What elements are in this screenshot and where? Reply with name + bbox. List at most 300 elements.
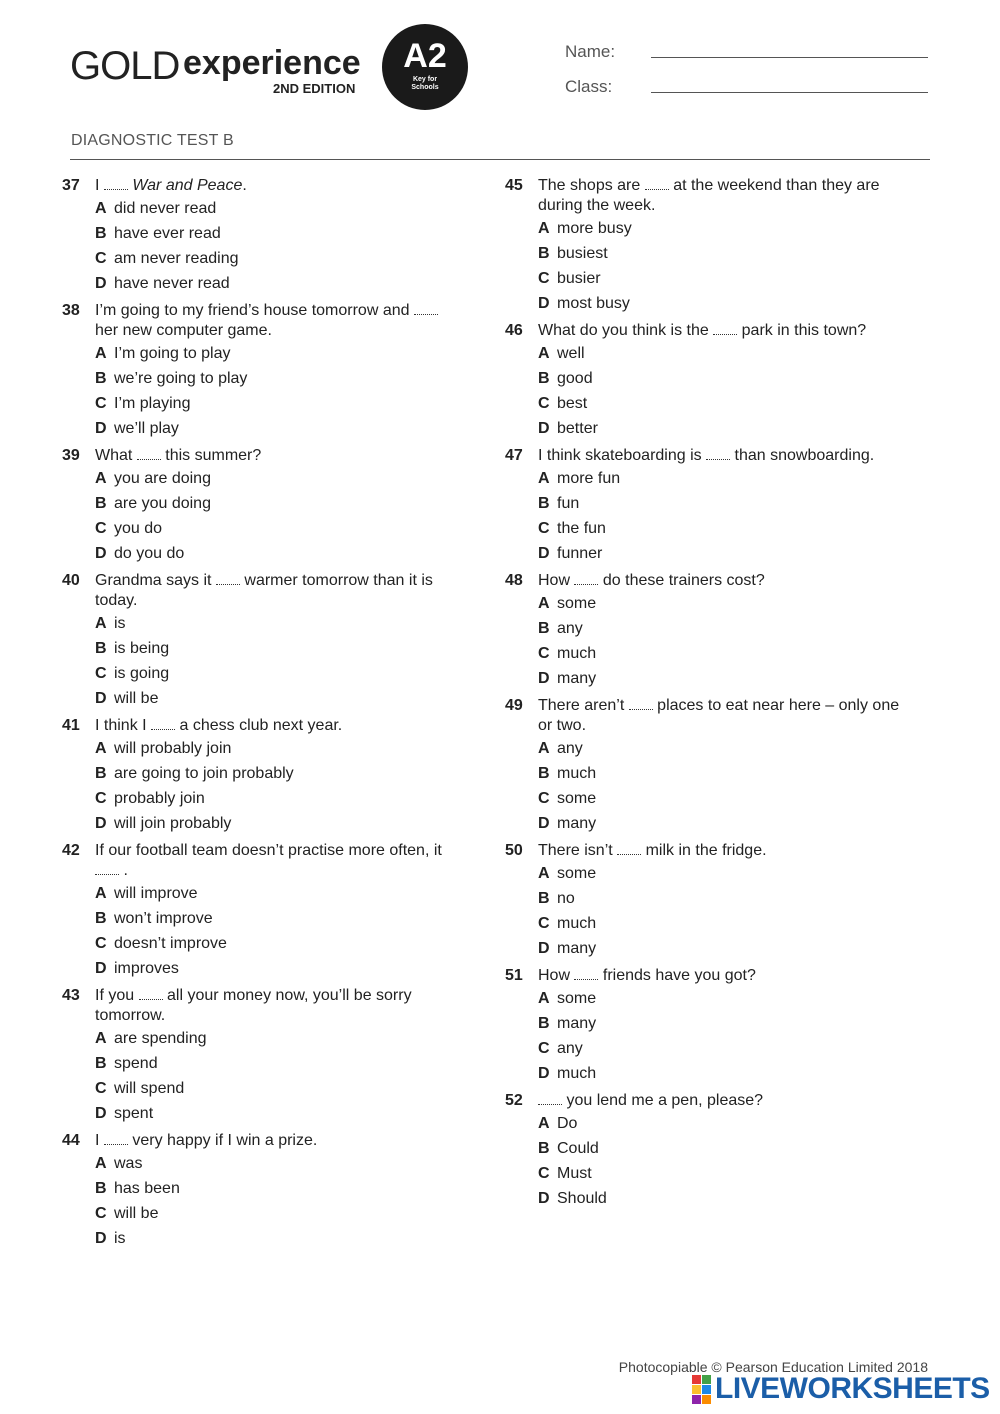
grid-square <box>692 1385 701 1394</box>
answer-option[interactable] <box>95 906 462 931</box>
answer-option[interactable] <box>95 1201 462 1226</box>
answer-blank[interactable] <box>574 572 598 585</box>
option-text: more busy <box>557 220 632 237</box>
question-text-before: There isn’t <box>538 842 618 859</box>
answer-option[interactable] <box>95 491 462 516</box>
option-text: the fun <box>557 520 606 537</box>
question-text <box>95 841 462 881</box>
question-text <box>538 841 905 861</box>
option-text: much <box>557 915 597 932</box>
answer-option[interactable] <box>538 811 905 836</box>
answer-blank[interactable] <box>151 717 175 730</box>
option-text: some <box>557 790 597 807</box>
question-line <box>505 571 905 591</box>
grid-square <box>692 1375 701 1384</box>
option-text: are spending <box>114 1030 207 1047</box>
answer-blank[interactable] <box>645 177 669 190</box>
option-letter: C <box>538 270 550 287</box>
answer-option[interactable] <box>538 886 905 911</box>
question-text <box>95 446 462 466</box>
question-40 <box>62 571 462 711</box>
question-44 <box>62 1131 462 1251</box>
class-field[interactable] <box>651 92 928 93</box>
option-letter: B <box>538 765 550 782</box>
answer-option[interactable] <box>538 516 905 541</box>
answer-option[interactable] <box>95 811 462 836</box>
option-letter: D <box>95 420 107 437</box>
question-number: 39 <box>62 447 80 464</box>
answer-option[interactable] <box>95 636 462 661</box>
question-number: 52 <box>505 1092 523 1109</box>
option-text: we’re going to play <box>114 370 248 387</box>
option-text: much <box>557 645 597 662</box>
answer-option[interactable] <box>538 1111 905 1136</box>
option-text: Do <box>557 1115 578 1132</box>
answer-option[interactable] <box>538 466 905 491</box>
option-text: are you doing <box>114 495 211 512</box>
option-text: do you do <box>114 545 185 562</box>
answer-option[interactable] <box>538 616 905 641</box>
option-letter: A <box>538 595 550 612</box>
question-number: 50 <box>505 842 523 859</box>
option-letter: B <box>95 640 107 657</box>
grid-square <box>702 1375 711 1384</box>
answer-option[interactable] <box>95 196 462 221</box>
question-line <box>62 446 462 466</box>
answer-blank[interactable] <box>137 447 161 460</box>
option-letter: C <box>538 790 550 807</box>
question-number: 44 <box>62 1132 80 1149</box>
answer-option[interactable] <box>95 1076 462 1101</box>
copyright-notice: Photocopiable © Pearson Education Limited 2018 <box>618 1359 928 1375</box>
option-text: funner <box>557 545 603 562</box>
answer-option[interactable] <box>95 611 462 636</box>
option-text: Must <box>557 1165 592 1182</box>
option-letter: D <box>538 670 550 687</box>
option-text: am never reading <box>114 250 239 267</box>
answer-option[interactable] <box>95 1151 462 1176</box>
question-line <box>62 716 462 736</box>
option-text: did never read <box>114 200 217 217</box>
option-letter: A <box>538 220 550 237</box>
answer-option[interactable] <box>95 1051 462 1076</box>
question-text-before: How <box>538 967 575 984</box>
question-52 <box>505 1091 905 1211</box>
answer-blank[interactable] <box>216 572 240 585</box>
question-46 <box>505 321 905 441</box>
question-number: 43 <box>62 987 80 1004</box>
name-field[interactable] <box>651 57 928 58</box>
grid-square <box>702 1385 711 1394</box>
answer-option[interactable] <box>538 761 905 786</box>
option-text: any <box>557 1040 583 1057</box>
option-letter: B <box>538 1015 550 1032</box>
question-text-before: If our football team doesn’t practise more often, it <box>95 842 442 859</box>
question-text-before: How <box>538 572 575 589</box>
question-text-after: at the weekend than they are during the week. <box>538 177 880 214</box>
option-letter: A <box>538 1115 550 1132</box>
option-text: most busy <box>557 295 630 312</box>
grid-square <box>692 1395 701 1404</box>
answer-option[interactable] <box>538 861 905 886</box>
option-letter: C <box>95 790 107 807</box>
logo-experience: experience <box>183 44 361 82</box>
option-letter: C <box>95 665 107 682</box>
question-line <box>505 1091 905 1111</box>
question-text-after: very happy if I win a prize. <box>132 1132 318 1149</box>
question-text-after: all your money now, you’ll be sorry tomorrow. <box>95 987 412 1024</box>
question-text <box>538 696 905 736</box>
option-letter: A <box>538 345 550 362</box>
option-text: best <box>557 395 588 412</box>
answer-option[interactable] <box>538 936 905 961</box>
question-text-before: If you <box>95 987 139 1004</box>
answer-option[interactable] <box>95 271 462 296</box>
option-letter: A <box>538 740 550 757</box>
header-divider <box>70 159 930 160</box>
question-text <box>538 176 905 216</box>
answer-option[interactable] <box>95 516 462 541</box>
question-50 <box>505 841 905 961</box>
question-text <box>95 571 462 611</box>
option-text: some <box>557 865 597 882</box>
question-number: 48 <box>505 572 523 589</box>
badge-subtitle: Key for Schools <box>411 76 439 91</box>
option-letter: D <box>95 275 107 292</box>
liveworksheets-brand: LIVEWORKSHEETS <box>715 1372 990 1405</box>
option-text: many <box>557 940 597 957</box>
answer-option[interactable] <box>95 686 462 711</box>
option-text: doesn’t improve <box>114 935 227 952</box>
option-letter: A <box>95 885 107 902</box>
answer-option[interactable] <box>538 666 905 691</box>
question-line <box>505 696 905 736</box>
answer-option[interactable] <box>95 221 462 246</box>
option-text: was <box>114 1155 143 1172</box>
question-number: 41 <box>62 717 80 734</box>
option-text: I’m going to play <box>114 345 231 362</box>
option-text: have ever read <box>114 225 221 242</box>
question-text <box>538 321 905 341</box>
option-text: I’m playing <box>114 395 191 412</box>
option-text: will probably join <box>114 740 232 757</box>
answer-option[interactable] <box>538 541 905 566</box>
answer-option[interactable] <box>538 241 905 266</box>
option-letter: A <box>95 615 107 632</box>
option-text: will spend <box>114 1080 185 1097</box>
answer-option[interactable] <box>95 1226 462 1251</box>
answer-option[interactable] <box>95 881 462 906</box>
badge-level: A2 <box>403 37 447 75</box>
answer-blank[interactable] <box>706 447 730 460</box>
question-number: 40 <box>62 572 80 589</box>
option-letter: D <box>95 545 107 562</box>
question-line <box>62 986 462 1026</box>
question-text-after: this summer? <box>165 447 262 464</box>
option-letter: D <box>538 420 550 437</box>
answer-option[interactable] <box>538 911 905 936</box>
question-text-before: What do you think is the <box>538 322 714 339</box>
answer-option[interactable] <box>95 786 462 811</box>
option-letter: D <box>538 940 550 957</box>
option-letter: D <box>95 960 107 977</box>
option-letter: A <box>95 345 107 362</box>
option-letter: C <box>95 1205 107 1222</box>
option-text: any <box>557 620 583 637</box>
question-38 <box>62 301 462 441</box>
answer-option[interactable] <box>538 1036 905 1061</box>
question-text-before: What <box>95 447 137 464</box>
question-43 <box>62 986 462 1126</box>
answer-blank[interactable] <box>139 987 163 1000</box>
question-37 <box>62 176 462 296</box>
answer-option[interactable] <box>95 391 462 416</box>
option-letter: C <box>538 1165 550 1182</box>
question-text-after: warmer tomorrow than it is today. <box>95 572 433 609</box>
logo-edition: 2ND EDITION <box>273 81 356 96</box>
option-text: will be <box>114 690 159 707</box>
question-text-after: than snowboarding. <box>734 447 875 464</box>
answer-option[interactable] <box>95 541 462 566</box>
option-letter: C <box>95 1080 107 1097</box>
answer-blank[interactable] <box>538 1092 562 1105</box>
option-text: some <box>557 595 597 612</box>
question-text-after: do these trainers cost? <box>602 572 765 589</box>
option-text: spend <box>114 1055 158 1072</box>
question-text <box>538 966 905 986</box>
question-text <box>95 176 462 196</box>
question-text <box>95 716 462 736</box>
page-header <box>70 22 930 122</box>
option-text: busiest <box>557 245 608 262</box>
answer-blank[interactable] <box>574 967 598 980</box>
answer-option[interactable] <box>95 246 462 271</box>
question-51 <box>505 966 905 1086</box>
question-text <box>538 446 905 466</box>
question-41 <box>62 716 462 836</box>
logo-gold: GOLD <box>70 44 180 88</box>
answer-option[interactable] <box>538 266 905 291</box>
answer-option[interactable] <box>538 1136 905 1161</box>
option-text: won’t improve <box>114 910 213 927</box>
name-label: Name: <box>565 42 616 61</box>
option-letter: A <box>538 990 550 1007</box>
question-number: 49 <box>505 697 523 714</box>
question-text-before: I think I <box>95 717 152 734</box>
option-text: better <box>557 420 598 437</box>
option-text: Could <box>557 1140 599 1157</box>
answer-option[interactable] <box>538 341 905 366</box>
option-letter: B <box>95 765 107 782</box>
question-text-after: War and Peace <box>132 177 243 194</box>
option-letter: C <box>538 395 550 412</box>
answer-blank[interactable] <box>104 1132 128 1145</box>
answer-option[interactable] <box>538 786 905 811</box>
question-number: 51 <box>505 967 523 984</box>
answer-option[interactable] <box>95 1101 462 1126</box>
questions-right-column <box>505 176 905 1216</box>
answer-option[interactable] <box>538 1011 905 1036</box>
option-letter: C <box>95 520 107 537</box>
option-letter: D <box>538 1190 550 1207</box>
question-39 <box>62 446 462 566</box>
question-text-after: . <box>123 862 128 879</box>
answer-option[interactable] <box>538 1161 905 1186</box>
answer-option[interactable] <box>95 366 462 391</box>
option-letter: A <box>95 740 107 757</box>
question-text-before: I think skateboarding is <box>538 447 707 464</box>
option-text: is <box>114 1230 126 1247</box>
option-letter: C <box>538 1040 550 1057</box>
question-line <box>62 176 462 196</box>
answer-blank[interactable] <box>414 302 438 315</box>
option-letter: C <box>95 395 107 412</box>
option-letter: B <box>95 910 107 927</box>
option-letter: C <box>538 520 550 537</box>
option-letter: B <box>538 1140 550 1157</box>
option-letter: D <box>95 815 107 832</box>
option-letter: C <box>95 250 107 267</box>
option-letter: B <box>95 495 107 512</box>
question-number: 46 <box>505 322 523 339</box>
option-letter: A <box>538 865 550 882</box>
option-letter: B <box>95 225 107 242</box>
answer-option[interactable] <box>95 466 462 491</box>
question-47 <box>505 446 905 566</box>
option-text: fun <box>557 495 580 512</box>
option-letter: D <box>95 1230 107 1247</box>
answer-blank[interactable] <box>95 862 119 875</box>
answer-option[interactable] <box>95 931 462 956</box>
option-letter: C <box>95 935 107 952</box>
option-letter: A <box>95 1030 107 1047</box>
option-text: has been <box>114 1180 180 1197</box>
option-text: much <box>557 1065 597 1082</box>
question-text-end: . <box>242 177 247 194</box>
question-line <box>505 446 905 466</box>
question-line <box>62 301 462 341</box>
question-text-before: The shops are <box>538 177 645 194</box>
option-letter: B <box>95 1055 107 1072</box>
questions-left-column <box>62 176 462 1256</box>
question-line <box>62 1131 462 1151</box>
question-number: 37 <box>62 177 80 194</box>
question-text <box>95 301 462 341</box>
answer-option[interactable] <box>538 1186 905 1211</box>
answer-option[interactable] <box>538 391 905 416</box>
question-text-after: park in this town? <box>741 322 867 339</box>
option-text: busier <box>557 270 601 287</box>
option-text: have never read <box>114 275 230 292</box>
option-text: you do <box>114 520 163 537</box>
answer-option[interactable] <box>95 661 462 686</box>
answer-option[interactable] <box>95 1026 462 1051</box>
answer-blank[interactable] <box>629 697 653 710</box>
answer-option[interactable] <box>538 986 905 1011</box>
option-letter: B <box>538 245 550 262</box>
answer-option[interactable] <box>538 291 905 316</box>
answer-option[interactable] <box>538 491 905 516</box>
question-text-after: places to eat near here – only one or two. <box>538 697 900 734</box>
option-letter: B <box>95 370 107 387</box>
option-text: we’ll play <box>114 420 179 437</box>
answer-option[interactable] <box>95 1176 462 1201</box>
question-text <box>538 1091 905 1111</box>
answer-blank[interactable] <box>104 177 128 190</box>
option-letter: D <box>538 815 550 832</box>
option-text: will join probably <box>114 815 232 832</box>
option-letter: A <box>95 200 107 217</box>
question-text-before: I <box>95 177 104 194</box>
option-text: Should <box>557 1190 607 1207</box>
question-text-after: a chess club next year. <box>179 717 343 734</box>
question-line <box>505 841 905 861</box>
option-text: is going <box>114 665 170 682</box>
question-text-before: Grandma says it <box>95 572 216 589</box>
option-text: good <box>557 370 593 387</box>
answer-option[interactable] <box>95 736 462 761</box>
answer-option[interactable] <box>95 761 462 786</box>
answer-option[interactable] <box>538 1061 905 1086</box>
option-text: well <box>557 345 585 362</box>
question-line <box>505 321 905 341</box>
question-number: 42 <box>62 842 80 859</box>
question-number: 47 <box>505 447 523 464</box>
option-text: many <box>557 670 597 687</box>
option-letter: D <box>538 545 550 562</box>
answer-option[interactable] <box>538 591 905 616</box>
option-letter: B <box>95 1180 107 1197</box>
question-text-after: you lend me a pen, please? <box>566 1092 764 1109</box>
question-line <box>505 966 905 986</box>
liveworksheets-grid-icon <box>692 1375 711 1404</box>
option-letter: B <box>538 495 550 512</box>
answer-option[interactable] <box>95 341 462 366</box>
option-text: will be <box>114 1205 159 1222</box>
question-number: 45 <box>505 177 523 194</box>
answer-option[interactable] <box>538 416 905 441</box>
option-text: probably join <box>114 790 205 807</box>
question-42 <box>62 841 462 981</box>
option-letter: B <box>538 890 550 907</box>
question-text <box>95 986 462 1026</box>
option-letter: D <box>538 295 550 312</box>
class-label: Class: <box>565 77 613 96</box>
option-text: you are doing <box>114 470 211 487</box>
question-line <box>505 176 905 216</box>
answer-option[interactable] <box>95 416 462 441</box>
answer-option[interactable] <box>95 956 462 981</box>
option-text: no <box>557 890 575 907</box>
answer-option[interactable] <box>538 366 905 391</box>
answer-blank[interactable] <box>713 322 737 335</box>
grid-square <box>702 1395 711 1404</box>
option-text: more fun <box>557 470 621 487</box>
question-text-after: friends have you got? <box>602 967 756 984</box>
answer-option[interactable] <box>538 736 905 761</box>
option-letter: C <box>538 915 550 932</box>
option-text: will improve <box>114 885 198 902</box>
answer-option[interactable] <box>538 216 905 241</box>
option-text: improves <box>114 960 179 977</box>
option-letter: D <box>95 690 107 707</box>
option-text: is <box>114 615 126 632</box>
option-text: some <box>557 990 597 1007</box>
question-49 <box>505 696 905 836</box>
answer-option[interactable] <box>538 641 905 666</box>
answer-blank[interactable] <box>617 842 641 855</box>
question-text-before: There aren’t <box>538 697 629 714</box>
